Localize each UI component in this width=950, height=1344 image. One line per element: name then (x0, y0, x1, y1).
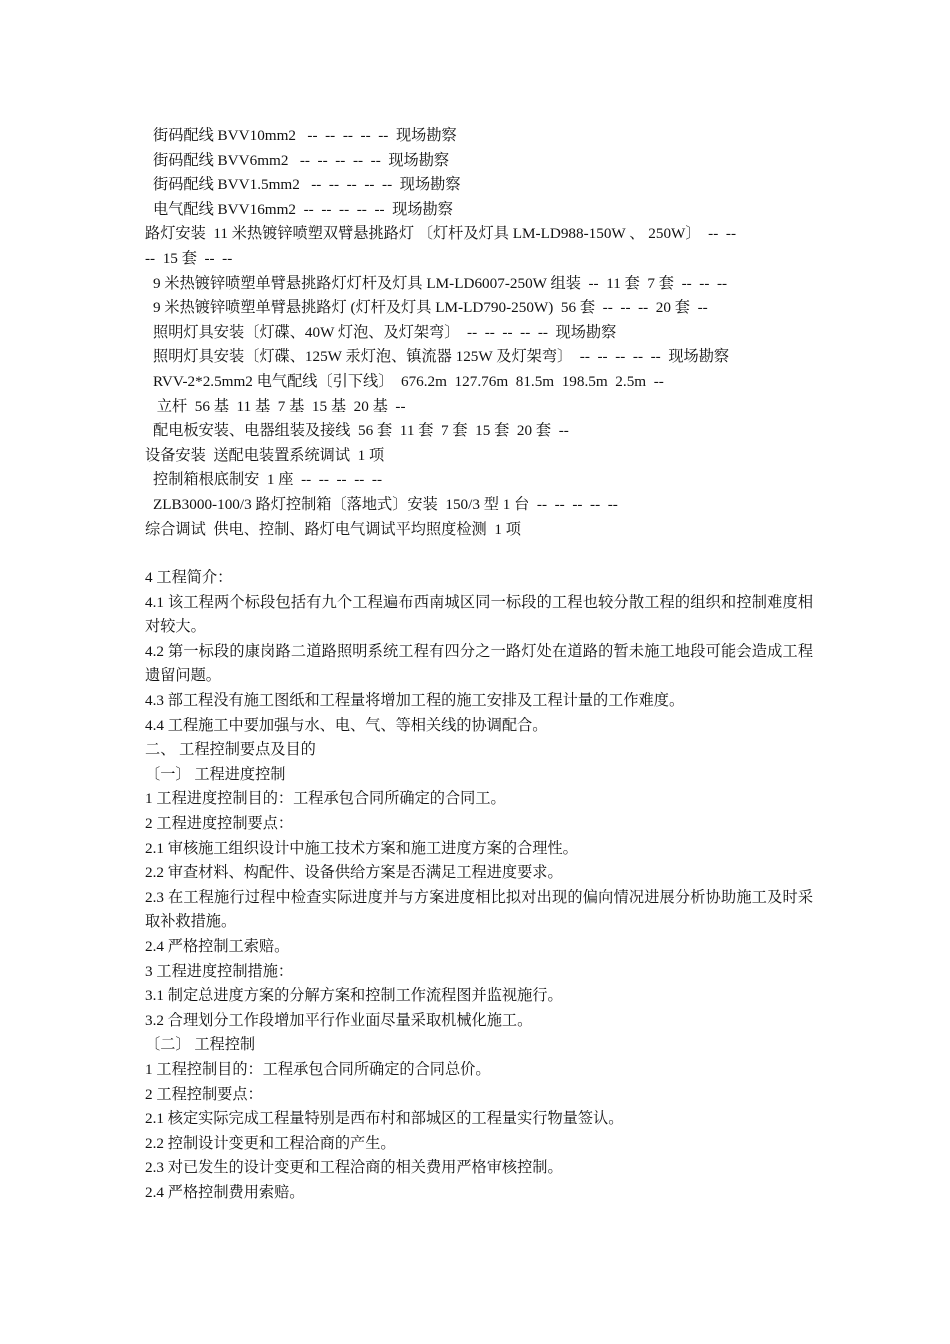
body-paragraph: 4.2 第一标段的康岗路二道路照明系统工程有四分之一路灯处在道路的暂未施工地段可能会造成工程遗留问题。 (145, 642, 813, 685)
equipment-line: 路灯安装 11 米热镀锌喷塑双臂悬挑路灯 〔灯杆及灯具 LM-LD988-150W 、 250W〕 -- -- -- 15 套 -- -- (145, 225, 736, 267)
equipment-line: 照明灯具安装〔灯碟、40W 灯泡、及灯架弯〕 -- -- -- -- -- 现场勘察 (153, 323, 617, 341)
equipment-line: 控制箱根底制安 1 座 -- -- -- -- -- (153, 471, 383, 489)
section-gap (145, 542, 813, 566)
equipment-line: 立杆 56 基 11 基 7 基 15 基 20 基 -- (153, 397, 406, 415)
equipment-line: 照明灯具安装〔灯碟、125W 汞灯泡、镇流器 125W 及灯架弯〕 -- -- -- -- -- 现场勘察 (153, 348, 730, 366)
equipment-list (145, 124, 813, 542)
body-paragraph: 2 工程进度控制要点： (145, 815, 294, 833)
equipment-line: 综合调试 供电、控制、路灯电气调试平均照度检测 1 项 (145, 520, 521, 538)
body-paragraph: 2.2 审查材料、构配件、设备供给方案是否满足工程进度要求。 (145, 864, 563, 882)
body-paragraph: 4.4 工程施工中要加强与水、电、气、等相关线的协调配合。 (145, 716, 548, 734)
document-body (145, 124, 813, 1206)
equipment-line: 电气配线 BVV16mm2 -- -- -- -- -- 现场勘察 (153, 200, 453, 218)
body-paragraph: 3 工程进度控制措施： (145, 962, 294, 980)
body-paragraph: 2.1 审核施工组织设计中施工技术方案和施工进度方案的合理性。 (145, 839, 578, 857)
body-paragraph: 2.4 严格控制工索赔。 (145, 938, 290, 955)
body-paragraph: 〔二〕 工程控制 (145, 1036, 256, 1054)
equipment-line: 设备安装 送配电装置系统调试 1 项 (145, 446, 385, 464)
body-paragraph: 2.3 在工程施行过程中检查实际进度并与方案进度相比拟对出现的偏向情况进展分析协助施工及时采取补救措施。 (145, 888, 813, 931)
equipment-line: 街码配线 BVV1.5mm2 -- -- -- -- -- 现场勘察 (153, 176, 461, 194)
body-paragraph: 3.2 合理划分工作段增加平行作业面尽量采取机械化施工。 (145, 1011, 533, 1029)
body-paragraph: 4 工程简介： (145, 569, 233, 587)
body-paragraph: 4.3 部工程没有施工图纸和工程量将增加工程的施工安排及工程计量的工作难度。 (145, 692, 685, 710)
body-paragraph: 2.4 严格控制费用索赔。 (145, 1183, 305, 1201)
equipment-line: 9 米热镀锌喷塑单臂悬挑路灯 (灯杆及灯具 LM-LD790-250W) 56 套 -- -- -- 20 套 -- (153, 299, 708, 317)
body-paragraph: 2 工程控制要点： (145, 1085, 263, 1103)
body-paragraph: 4.1 该工程两个标段包括有九个工程遍布西南城区同一标段的工程也较分散工程的组织和控制难度相对较大。 (145, 593, 813, 636)
equipment-line: 街码配线 BVV10mm2 -- -- -- -- -- 现场勘察 (153, 127, 457, 144)
project-text (145, 566, 813, 1205)
equipment-line: 街码配线 BVV6mm2 -- -- -- -- -- 现场勘察 (153, 151, 450, 169)
body-paragraph: 1 工程进度控制目的：工程承包合同所确定的合同工。 (145, 790, 506, 808)
equipment-line: RVV-2*2.5mm2 电气配线〔引下线〕 676.2m 127.76m 81.5m 198.5m 2.5m -- (153, 372, 664, 390)
body-paragraph: 2.2 控制设计变更和工程洽商的产生。 (145, 1134, 396, 1152)
equipment-line: 配电板安装、电器组装及接线 56 套 11 套 7 套 15 套 20 套 -- (153, 422, 569, 440)
body-paragraph: 二、 工程控制要点及目的 (145, 741, 316, 759)
body-paragraph: 2.1 核定实际完成工程量特别是西布村和部城区的工程量实行物量签认。 (145, 1110, 624, 1128)
equipment-line: ZLB3000-100/3 路灯控制箱〔落地式〕安装 150/3 型 1 台 -- -- -- -- -- (153, 495, 618, 513)
body-paragraph: 〔一〕 工程进度控制 (145, 765, 286, 783)
body-paragraph: 2.3 对已发生的设计变更和工程洽商的相关费用严格审核控制。 (145, 1159, 563, 1177)
body-paragraph: 1 工程控制目的：工程承包合同所确定的合同总价。 (145, 1060, 491, 1078)
equipment-line: 9 米热镀锌喷塑单臂悬挑路灯灯杆及灯具 LM-LD6007-250W 组装 -- 11 套 7 套 -- -- -- (153, 274, 728, 292)
body-paragraph: 3.1 制定总进度方案的分解方案和控制工作流程图并监视施行。 (145, 987, 563, 1005)
